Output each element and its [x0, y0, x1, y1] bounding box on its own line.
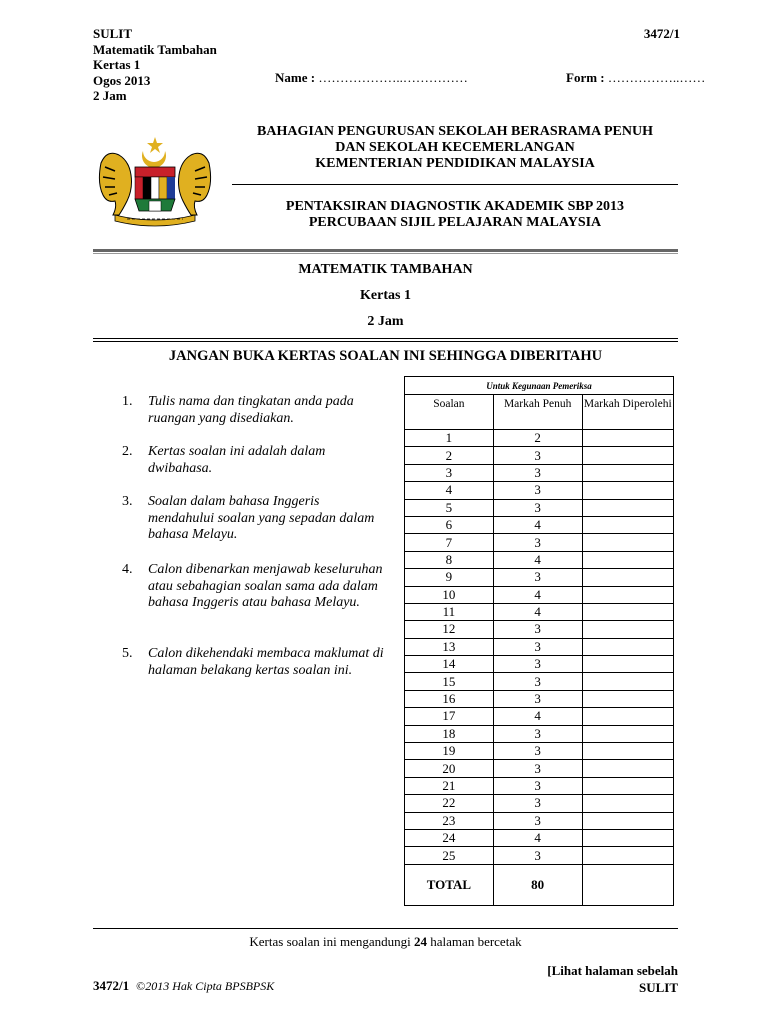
column-header-question: Soalan	[405, 395, 494, 430]
full-marks-cell: 4	[493, 708, 582, 725]
full-marks-cell: 3	[493, 847, 582, 864]
question-number-cell: 17	[405, 708, 494, 725]
question-number-cell: 13	[405, 638, 494, 655]
question-number-cell: 6	[405, 516, 494, 533]
question-number-cell: 20	[405, 760, 494, 777]
paper-number: Kertas 1	[360, 288, 411, 303]
full-marks-cell: 4	[493, 603, 582, 620]
instruction-text: Tulis nama dan tingkatan anda pada ruangan yang disediakan.	[148, 394, 354, 426]
footer-sulit: SULIT	[638, 980, 678, 995]
table-row	[405, 708, 674, 725]
question-number-cell: 23	[405, 812, 494, 829]
full-marks-cell: 3	[493, 638, 582, 655]
table-row	[405, 499, 674, 516]
page-count-pre: Kertas soalan ini mengandungi	[249, 934, 411, 949]
full-marks-cell: 3	[493, 673, 582, 690]
marks-obtained-cell[interactable]	[582, 638, 673, 655]
table-row	[405, 482, 674, 499]
marks-obtained-cell[interactable]	[582, 656, 673, 673]
full-marks-cell: 3	[493, 499, 582, 516]
form-field[interactable]	[566, 70, 705, 86]
table-row	[405, 656, 674, 673]
table-row	[405, 621, 674, 638]
full-marks-cell: 4	[493, 551, 582, 568]
table-row	[405, 743, 674, 760]
question-number-cell: 15	[405, 673, 494, 690]
header-date: Ogos 2013	[93, 72, 151, 88]
table-row	[405, 812, 674, 829]
table-row	[405, 569, 674, 586]
marks-obtained-cell[interactable]	[582, 534, 673, 551]
coat-of-arms-icon	[93, 133, 217, 229]
marks-obtained-cell[interactable]	[582, 795, 673, 812]
marks-obtained-cell[interactable]	[582, 603, 673, 620]
marks-obtained-cell[interactable]	[582, 708, 673, 725]
header-paper: Kertas 1	[93, 57, 141, 72]
marks-table-body	[405, 430, 674, 865]
marks-obtained-cell[interactable]	[582, 690, 673, 707]
org-line-3: KEMENTERIAN PENDIDIKAN MALAYSIA	[315, 156, 595, 171]
page-count-note	[93, 934, 678, 950]
question-number-cell: 2	[405, 447, 494, 464]
question-number-cell: 3	[405, 464, 494, 481]
full-marks-cell: 4	[493, 829, 582, 846]
org-title-block	[232, 124, 678, 172]
question-number-cell: 14	[405, 656, 494, 673]
footer-code: 3472/1	[93, 978, 130, 993]
column-header-full-marks: Markah Penuh	[493, 395, 582, 430]
question-number-cell: 24	[405, 829, 494, 846]
header-duration: 2 Jam	[93, 88, 127, 103]
question-number-cell: 1	[405, 430, 494, 447]
thick-rule-top	[93, 249, 678, 252]
coat-of-arms-logo	[93, 133, 217, 229]
header-subject: Matematik Tambahan	[93, 41, 217, 57]
full-marks-cell: 2	[493, 430, 582, 447]
instruction-number: 5.	[122, 646, 133, 661]
table-row	[405, 586, 674, 603]
table-row	[405, 464, 674, 481]
marks-obtained-cell[interactable]	[582, 743, 673, 760]
full-marks-cell: 3	[493, 569, 582, 586]
paper-duration: 2 Jam	[367, 314, 404, 329]
header-left-block	[93, 26, 217, 104]
full-marks-cell: 3	[493, 743, 582, 760]
marks-obtained-cell[interactable]	[582, 673, 673, 690]
footer-right	[547, 962, 678, 996]
question-number-cell: 7	[405, 534, 494, 551]
total-label: TOTAL	[405, 864, 494, 905]
instruction-number: 3.	[122, 494, 133, 509]
name-dots: ………………..……………	[318, 70, 468, 85]
marks-obtained-cell[interactable]	[582, 760, 673, 777]
question-number-cell: 4	[405, 482, 494, 499]
table-row	[405, 673, 674, 690]
full-marks-cell: 3	[493, 812, 582, 829]
org-divider	[232, 184, 678, 185]
marks-obtained-cell[interactable]	[582, 447, 673, 464]
marks-obtained-cell[interactable]	[582, 621, 673, 638]
exam-line-1: PENTAKSIRAN DIAGNOSTIK AKADEMIK SBP 2013	[285, 199, 625, 214]
marks-obtained-cell[interactable]	[582, 569, 673, 586]
question-number-cell: 18	[405, 725, 494, 742]
marks-obtained-cell[interactable]	[582, 551, 673, 568]
page-count-post: halaman bercetak	[430, 934, 522, 949]
instruction-number: 4.	[122, 562, 133, 577]
table-row	[405, 829, 674, 846]
full-marks-cell: 4	[493, 516, 582, 533]
full-marks-cell: 3	[493, 795, 582, 812]
instruction-text: Calon dibenarkan menjawab keseluruhan atau sebahagian soalan sama ada dalam bahasa Inggeris atau bahasa Melayu.	[148, 562, 383, 610]
instruction-number: 1.	[122, 394, 133, 409]
table-row	[405, 516, 674, 533]
full-marks-cell: 4	[493, 586, 582, 603]
footer-rule	[93, 928, 678, 929]
copyright-symbol: ©	[136, 979, 146, 993]
table-row	[405, 795, 674, 812]
warning-text: JANGAN BUKA KERTAS SOALAN INI SEHINGGA DIBERITAHU	[168, 348, 603, 364]
marks-obtained-cell[interactable]	[582, 430, 673, 447]
total-obtained-cell[interactable]	[582, 864, 673, 905]
thin-rule-top	[93, 253, 678, 254]
table-row	[405, 447, 674, 464]
rule-mid-2	[93, 341, 678, 342]
table-row	[405, 725, 674, 742]
table-row	[405, 551, 674, 568]
org-line-1: BAHAGIAN PENGURUSAN SEKOLAH BERASRAMA PENUH	[257, 124, 653, 139]
footer-left	[93, 978, 274, 994]
question-number-cell: 16	[405, 690, 494, 707]
question-number-cell: 9	[405, 569, 494, 586]
marks-obtained-cell[interactable]	[582, 847, 673, 864]
table-row	[405, 760, 674, 777]
table-row	[405, 430, 674, 447]
marks-obtained-cell[interactable]	[582, 829, 673, 846]
question-number-cell: 11	[405, 603, 494, 620]
table-row	[405, 777, 674, 794]
marks-obtained-cell[interactable]	[582, 812, 673, 829]
full-marks-cell: 3	[493, 482, 582, 499]
marks-obtained-cell[interactable]	[582, 464, 673, 481]
question-number-cell: 5	[405, 499, 494, 516]
full-marks-cell: 3	[493, 534, 582, 551]
table-row	[405, 534, 674, 551]
question-number-cell: 21	[405, 777, 494, 794]
full-marks-cell: 3	[493, 690, 582, 707]
instruction-text: Kertas soalan ini adalah dalam dwibahasa.	[148, 444, 326, 476]
column-header-marks-obtained: Markah Diperolehi	[582, 395, 673, 430]
full-marks-cell: 3	[493, 447, 582, 464]
marks-obtained-cell[interactable]	[582, 777, 673, 794]
exam-title-block	[232, 199, 678, 231]
table-row	[405, 847, 674, 864]
question-number-cell: 25	[405, 847, 494, 864]
table-row	[405, 638, 674, 655]
header-code: 3472/1	[643, 26, 680, 41]
copyright-text: 2013 Hak Cipta BPSBPSK	[145, 979, 275, 993]
full-marks-cell: 3	[493, 464, 582, 481]
marks-obtained-cell[interactable]	[582, 482, 673, 499]
full-marks-cell: 3	[493, 760, 582, 777]
full-marks-cell: 3	[493, 777, 582, 794]
question-number-cell: 19	[405, 743, 494, 760]
table-row	[405, 603, 674, 620]
question-number-cell: 10	[405, 586, 494, 603]
examiner-marks-table	[404, 376, 674, 906]
rule-mid-1	[93, 338, 678, 339]
question-number-cell: 12	[405, 621, 494, 638]
instruction-text: Calon dikehendaki membaca maklumat di halaman belakang kertas soalan ini.	[148, 646, 384, 678]
name-field[interactable]	[275, 70, 468, 86]
instruction-number: 2.	[122, 444, 133, 459]
marks-obtained-cell[interactable]	[582, 586, 673, 603]
full-marks-cell: 3	[493, 725, 582, 742]
org-line-2: DAN SEKOLAH KECEMERLANGAN	[335, 140, 575, 155]
full-marks-cell: 3	[493, 621, 582, 638]
table-row	[405, 690, 674, 707]
form-label: Form :	[566, 70, 605, 85]
total-value: 80	[493, 864, 582, 905]
question-number-cell: 8	[405, 551, 494, 568]
instruction-text: Soalan dalam bahasa Inggeris mendahului soalan yang sepadan dalam bahasa Melayu.	[148, 494, 375, 542]
name-label: Name :	[275, 70, 316, 85]
form-dots: ……………..……	[607, 70, 706, 85]
marks-obtained-cell[interactable]	[582, 499, 673, 516]
page-count-number: 24	[414, 934, 428, 949]
marks-obtained-cell[interactable]	[582, 725, 673, 742]
header-sulit: SULIT	[93, 26, 133, 41]
marks-obtained-cell[interactable]	[582, 516, 673, 533]
next-page-note: [Lihat halaman sebelah	[547, 963, 678, 978]
full-marks-cell: 3	[493, 656, 582, 673]
table-caption: Untuk Kegunaan Pemeriksa	[405, 377, 674, 395]
question-number-cell: 22	[405, 795, 494, 812]
subject-title: MATEMATIK TAMBAHAN	[298, 262, 473, 277]
exam-line-2: PERCUBAAN SIJIL PELAJARAN MALAYSIA	[308, 215, 602, 230]
